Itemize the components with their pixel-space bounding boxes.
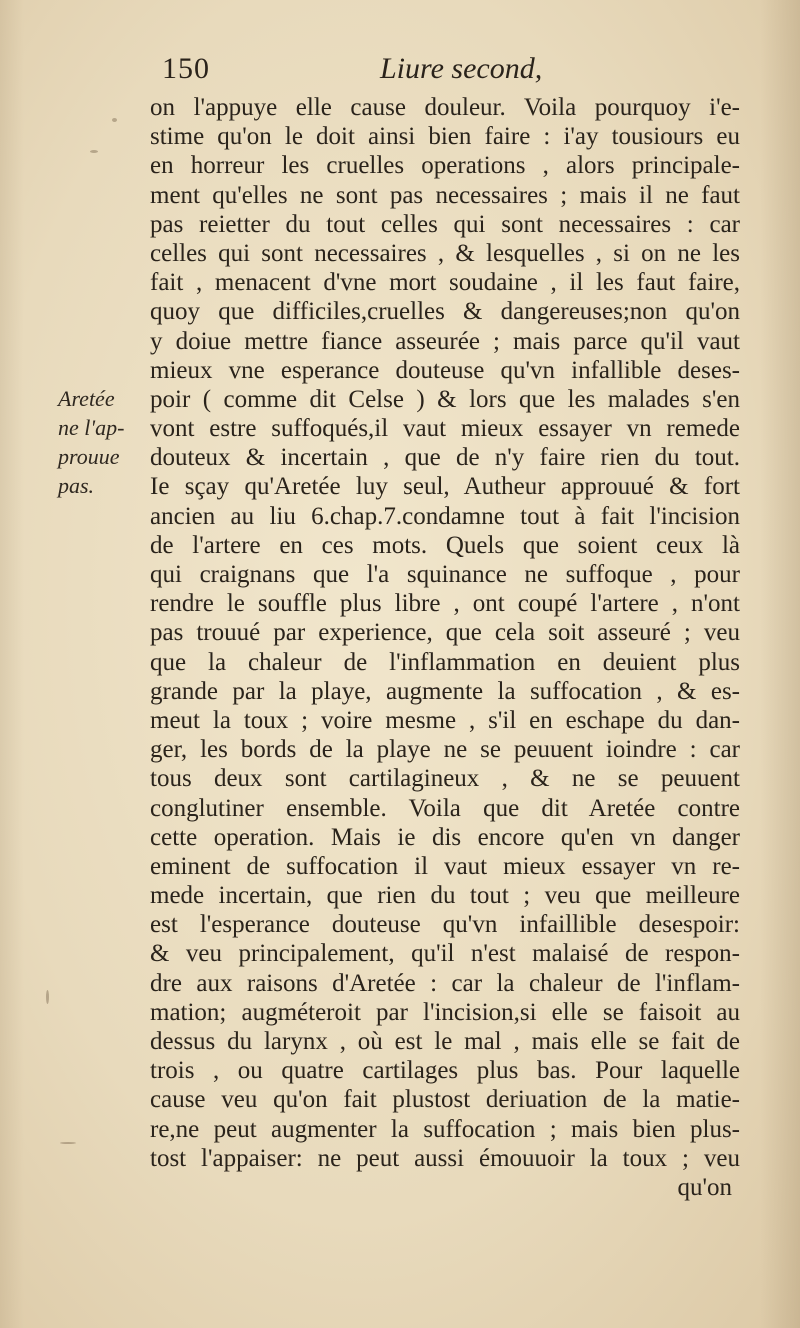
margin-note-line: Aretée [58,386,115,411]
text-line: mation; augméteroit par l'incision,si elle se faisoit au [150,998,740,1026]
text-line: mede incertain, que rien du tout ; veu que meilleure [150,882,740,910]
text-line: est l'esperance douteuse qu'vn infaillible desespoir: [150,911,740,939]
text-line: on l'appuye elle cause douleur. Voila pourquoy i'e- [150,94,740,121]
text-line: fait , menacent d'vne mort soudaine , il les faut faire, [150,269,740,297]
text-line: conglutiner ensemble. Voila que dit Aretée contre [150,794,740,822]
text-line: ancien au liu 6.chap.7.condamne tout à fait l'incision [150,502,740,530]
text-line: en horreur les cruelles operations , alors principale- [150,152,740,180]
text-line: mieux vne esperance douteuse qu'vn infallible deses- [150,356,740,384]
text-line: trois , ou quatre cartilages plus bas. Pour laquelle [150,1057,740,1085]
page-shadow-right [760,0,800,1328]
text-line: grande par la playe, augmente la suffocation , & es- [150,677,740,705]
paper-fleck [90,150,98,153]
text-line: pas trouué par experience, que cela soit asseuré ; veu [150,619,740,647]
text-line: rendre le souffle plus libre , ont coupé l'artere , n'ont [150,590,740,618]
running-head: Liure second, [380,52,543,85]
text-line: re,ne peut augmenter la suffocation ; mais bien plus- [150,1115,740,1143]
text-line: douteux & incertain , que de n'y faire rien du tout. [150,444,740,472]
text-line: celles qui sont necessaires , & lesquelles , si on ne les [150,239,740,267]
text-line: qui craignans que l'a squinance ne suffoque , pour [150,561,740,588]
text-line: eminent de suffocation il vaut mieux essayer vn re- [150,852,740,880]
catchword: qu'on [677,1173,732,1201]
margin-note-line: pas. [58,473,95,498]
text-line: quoy que difficiles,cruelles & dangereuses;non qu'on [150,298,740,326]
margin-note-line: ne l'ap- [58,415,125,440]
body-text [150,93,740,1202]
text-line: de l'artere en ces mots. Quels que soient ceux là [150,531,740,559]
text-line: pas reietter du tout celles qui sont necessaires : car [150,210,740,238]
text-line: tous deux sont cartilagineux , & ne se peuuent [150,765,740,793]
page-number: 150 [162,52,210,85]
text-line: poir ( comme dit Celse ) & lors que les malades s'en [150,385,740,413]
text-line: dre aux raisons d'Aretée : car la chaleur de l'inflam- [150,969,740,997]
text-line: stime qu'on le doit ainsi bien faire : i'ay tousiours eu [150,123,740,151]
text-line: que la chaleur de l'inflammation en deuient plus [150,648,740,676]
page-shadow-left [0,0,24,1328]
text-line: Ie sçay qu'Aretée luy seul, Autheur approuué & fort [150,473,740,501]
text-line: cette operation. Mais ie dis encore qu'en vn danger [150,823,740,851]
text-line: tost l'appaiser: ne peut aussi émouuoir la toux ; veu [150,1144,740,1172]
paper-fleck [112,118,117,122]
text-line: vont estre suffoqués,il vaut mieux essayer vn remede [150,415,740,443]
text-line: dessus du larynx , où est le mal , mais elle se fait de [150,1028,740,1055]
page-header [150,52,740,92]
text-line: ger, les bords de la playe ne se peuuent ioindre : car [150,736,740,764]
text-line: cause veu qu'on fait plustost deriuation de la matie- [150,1086,740,1114]
text-line: y doiue mettre fiance asseurée ; mais parce qu'il vaut [150,327,740,355]
margin-note [58,384,148,500]
paper-fleck [60,1142,76,1144]
text-line: & veu principalement, qu'il n'est malaisé de respon- [150,940,740,968]
text-line: ment qu'elles ne sont pas necessaires ; mais il ne faut [150,181,740,209]
margin-note-line: prouue [58,444,120,469]
paper-fleck [46,990,49,1004]
text-line: meut la toux ; voire mesme , s'il en eschape du dan- [150,706,740,734]
